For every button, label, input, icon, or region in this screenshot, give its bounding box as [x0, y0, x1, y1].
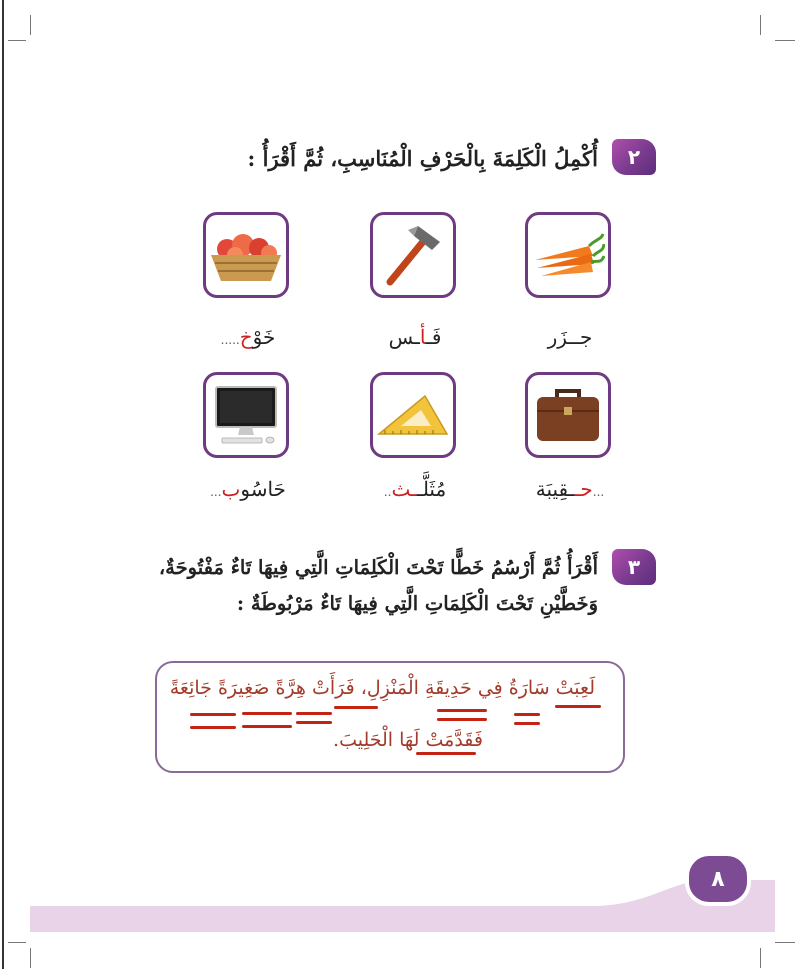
- underline-single-2: [334, 706, 378, 709]
- word-3: [188, 325, 308, 349]
- crop-mark-bottom-left: [8, 942, 26, 943]
- briefcase-icon: [533, 385, 603, 445]
- word-5-answer: ـث: [391, 477, 417, 501]
- word-5-pre: مُثَلَّـ: [416, 477, 447, 501]
- underline-double-3a: [296, 712, 332, 715]
- underline-double-1b: [514, 722, 540, 725]
- axe-icon: [378, 220, 448, 290]
- word-1: [510, 325, 630, 349]
- triangle-ruler-icon: [375, 390, 451, 440]
- word-3-pre: خَوْ: [252, 325, 276, 349]
- word-4-dots: ...: [592, 485, 605, 499]
- word-2-pre: فَـ: [426, 325, 442, 349]
- reading-text-box: [155, 661, 625, 773]
- page-left-border: [2, 0, 4, 969]
- exercise-2-instruction: أُكْمِلُ الْكَلِمَةَ بِالْحَرْفِ الْمُنَاسِبِ، ثُمَّ أَقْرَأُ :: [247, 146, 598, 171]
- underline-single-1: [555, 705, 601, 708]
- crop-mark-top-right-v: [760, 15, 761, 35]
- reading-text-line-1: لَعِبَتْ سَارَةُ فِي حَدِيقَةِ الْمَنْزِلِ، فَرَأَتْ هِرَّةً صَغِيرَةً جَائِعَةً: [169, 677, 595, 699]
- underline-double-5b: [190, 726, 236, 729]
- crop-mark-top-left-v: [30, 15, 31, 35]
- triangle-ruler-tile: [370, 372, 456, 458]
- reading-text-line-2: فَقَدَّمَتْ لَهَا الْحَلِيبَ.: [333, 729, 483, 751]
- crop-mark-top-right: [775, 40, 795, 41]
- peach-basket-tile: [203, 212, 289, 298]
- crop-mark-bottom-right-v: [760, 948, 761, 968]
- computer-icon: [210, 383, 282, 447]
- word-1-post: ـزَر: [547, 325, 575, 349]
- underline-double-2a: [437, 709, 487, 712]
- exercise-3-badge: [612, 549, 656, 585]
- crop-mark-bottom-right: [775, 942, 795, 943]
- footer-band: [30, 880, 775, 932]
- crop-mark-top-left: [8, 40, 26, 41]
- word-4-post: ـقِيبَة: [535, 477, 575, 501]
- exercise-3-number: ٣: [627, 555, 641, 579]
- underline-double-5a: [190, 713, 236, 716]
- word-6-pre: حَاسُو: [240, 477, 286, 501]
- word-3-dots: .....: [220, 333, 240, 347]
- underline-double-1a: [514, 713, 540, 716]
- exercise-3-instruction-line-2: وَخَطَّيْنِ تَحْتَ الْكَلِمَاتِ الَّتِي فِيهَا تَاءٌ مَرْبُوطَةٌ :: [236, 592, 598, 615]
- underline-double-3b: [296, 721, 332, 724]
- page-number-badge: [685, 852, 751, 906]
- word-6-dots: ...: [210, 485, 222, 499]
- peach-basket-icon: [207, 225, 285, 285]
- crop-mark-bottom-left-v: [30, 948, 31, 968]
- underline-double-4a: [242, 712, 292, 715]
- word-4: [510, 477, 630, 501]
- underline-double-2b: [437, 718, 487, 721]
- word-2-post: ـس: [388, 325, 420, 349]
- carrots-tile: [525, 212, 611, 298]
- word-6-answer: ب: [221, 477, 241, 501]
- word-2: [355, 325, 475, 349]
- word-5-dots: ..: [383, 485, 392, 499]
- word-2-answer: أ: [419, 325, 427, 349]
- computer-tile: [203, 372, 289, 458]
- word-3-answer: خ: [239, 325, 253, 349]
- word-4-answer: حـ: [574, 477, 593, 501]
- exercise-2-badge: [612, 139, 656, 175]
- exercise-3-instruction-line-1: أَقْرَأُ ثُمَّ أَرْسُمُ خَطًّا تَحْتَ الْكَلِمَاتِ الَّتِي فِيهَا تَاءٌ مَفْتُوحَةٌ،: [158, 556, 598, 579]
- axe-tile: [370, 212, 456, 298]
- word-5: [355, 477, 475, 501]
- underline-double-4b: [242, 725, 292, 728]
- word-6: [188, 477, 308, 501]
- word-1-pre: جـ: [574, 325, 593, 349]
- underline-single-3: [416, 752, 476, 755]
- exercise-2-number: ٢: [627, 145, 641, 169]
- briefcase-tile: [525, 372, 611, 458]
- carrots-icon: [531, 230, 605, 280]
- page-number: ٨: [711, 866, 725, 892]
